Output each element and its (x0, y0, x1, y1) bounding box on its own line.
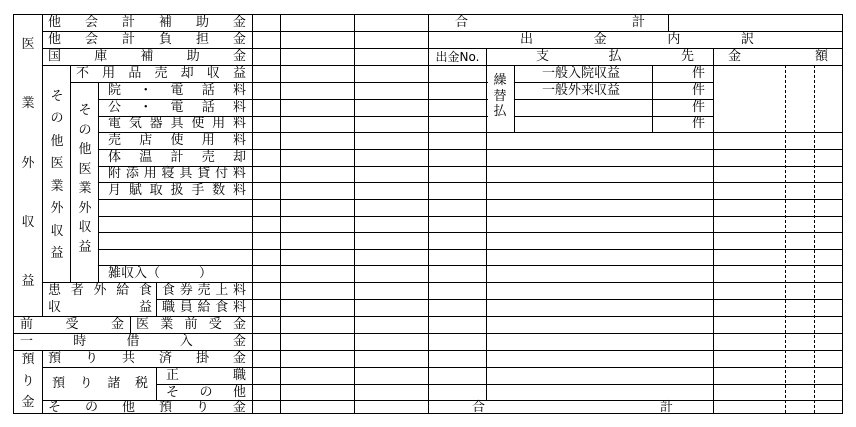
other-account-subsidy: 他 会 計 補 助 金 (48, 15, 246, 30)
sub-item-4: 売 店 使 用 料 (108, 133, 246, 148)
deposit-misc-tax: 預 り 諸 税 (52, 376, 148, 391)
deposit-mutual-aid: 預 り 共 済 掛 金 (48, 351, 246, 366)
unit-count-2: 件 (692, 83, 706, 98)
total-bottom-label-a: 合 (472, 400, 486, 415)
col-header-payment-no: 出金No. (435, 49, 480, 64)
medical-revenue-char: 医 (21, 37, 35, 52)
medical-revenue-group-label: 医 業 外 収 益 (21, 37, 35, 289)
advance-received: 前 受 金 (20, 317, 124, 332)
sub-other-vertical-label: そ の 他 医 業 外 収 益 (78, 103, 92, 255)
staff-meal-fee: 職 員 給 食 料 (162, 300, 246, 315)
sub-item-1: 院 ・ 電 話 料 (108, 83, 246, 98)
total-top-label-a: 合 (455, 15, 469, 30)
other-deposits: そ の 他 預 り 金 (48, 400, 246, 415)
temporary-loan: 一 時 借 入 金 (20, 334, 246, 349)
transfer-item-inpatient: 一般入院収益 (542, 66, 621, 81)
unit-count-1: 件 (692, 66, 706, 81)
sub-item-6: 附 添 用 寝 具 貸 付 料 (108, 166, 246, 181)
total-top-label-b: 計 (632, 15, 646, 30)
col-header-amount: 金 額 (728, 49, 828, 64)
unit-count-4: 件 (692, 116, 706, 131)
sub-item-3: 電 気 器 具 使 用 料 (108, 116, 246, 131)
deposit-group-label: 預 り 金 (21, 352, 35, 410)
sub-item-5: 体 温 計 売 却 (108, 150, 246, 165)
transfer-payment-label: 繰 替 払 (493, 73, 507, 119)
sub-item-7: 月 賦 取 扱 手 数 料 (108, 183, 246, 198)
misc-income: 雑収入（ ） (108, 266, 213, 281)
payment-detail-header: 出 金 内 訳 (520, 32, 754, 47)
meal-group-line1: 患 者 外 給 食 (48, 283, 152, 298)
medical-advance-received: 医 業 前 受 金 (136, 317, 246, 332)
transfer-item-outpatient: 一般外来収益 (542, 83, 621, 98)
meal-ticket-sales: 食 券 売 上 料 (162, 283, 246, 298)
unneeded-goods-sale: 不 用 品 売 却 収 益 (76, 66, 246, 81)
national-treasury-subsidy: 国 庫 補 助 金 (48, 49, 246, 64)
other-account-burden: 他 会 計 負 担 金 (48, 32, 246, 47)
total-bottom-label-b: 計 (660, 400, 674, 415)
col-header-payee: 支 払 先 (536, 49, 694, 64)
sub-item-2: 公 ・ 電 話 料 (108, 100, 246, 115)
other-revenue-vertical-label: そ の 他 医 業 外 収 益 (50, 89, 64, 261)
tax-regular-staff: 正 職 (166, 368, 246, 383)
unit-count-3: 件 (692, 100, 706, 115)
tax-other: そ の 他 (166, 385, 246, 400)
meal-group-line2: 収 益 (48, 300, 152, 315)
